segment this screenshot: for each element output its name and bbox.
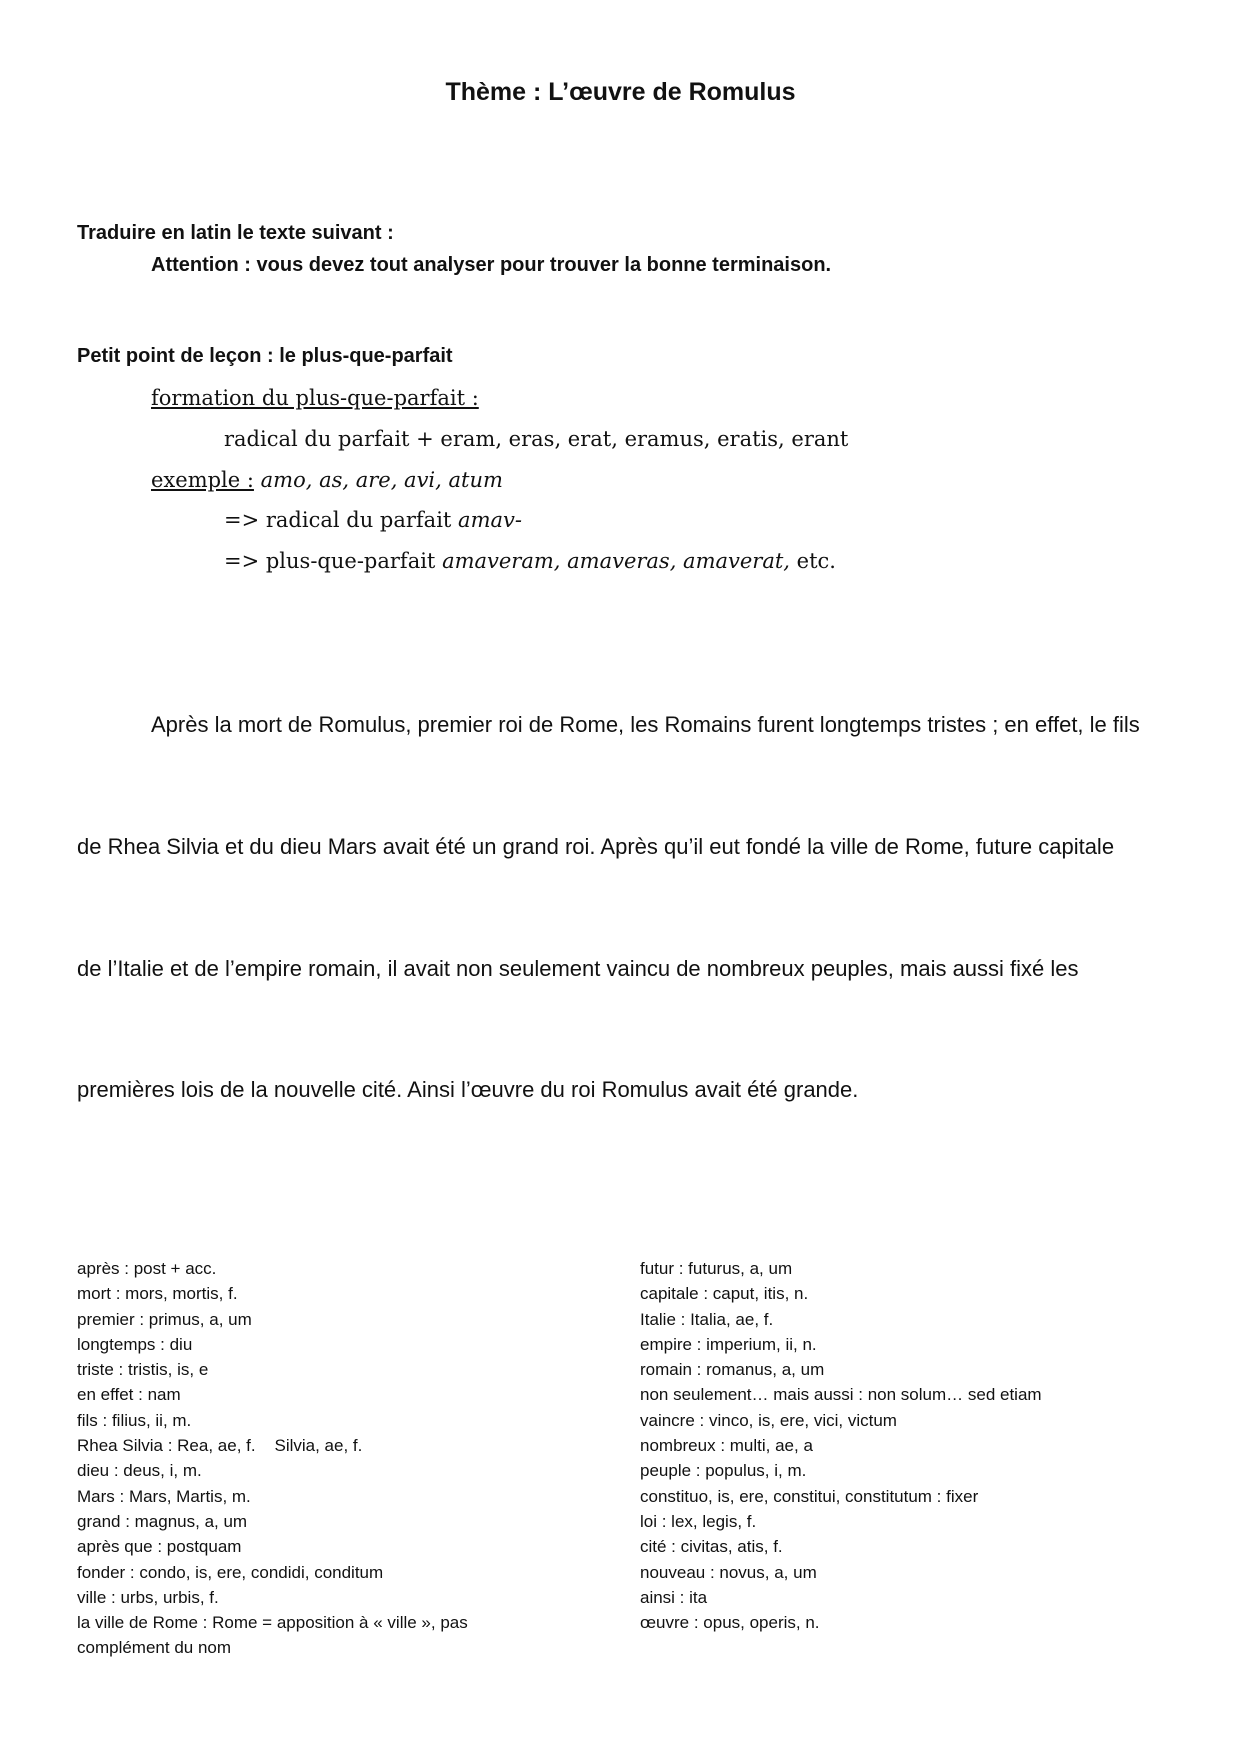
text-line-4: premières lois de la nouvelle cité. Ainsi l’œuvre du roi Romulus avait été grande.: [77, 1077, 859, 1102]
radical-line: [224, 508, 522, 532]
vocab-item: mort : mors, mortis, f.: [77, 1284, 238, 1304]
radical-value: amav-: [458, 508, 522, 532]
vocab-item: Rhea Silvia : Rea, ae, f. Silvia, ae, f.: [77, 1436, 363, 1456]
pqp-suffix: etc.: [796, 549, 836, 573]
example-line: [151, 468, 503, 492]
vocab-item: dieu : deus, i, m.: [77, 1461, 202, 1481]
attention-note: Attention : vous devez tout analyser pour trouver la bonne terminaison.: [151, 254, 832, 276]
vocab-item: capitale : caput, itis, n.: [640, 1284, 809, 1304]
vocab-item: fils : filius, ii, m.: [77, 1410, 192, 1430]
text-line-2: de Rhea Silvia et du dieu Mars avait été un grand roi. Après qu’il eut fondé la ville de Rome, future capitale: [77, 834, 1115, 859]
vocab-item: constituo, is, ere, constitui, constitutum : fixer: [640, 1486, 979, 1506]
vocab-item: œuvre : opus, operis, n.: [640, 1613, 820, 1633]
vocab-item: vaincre : vinco, is, ere, vici, victum: [640, 1410, 897, 1430]
instruction-text: Traduire en latin le texte suivant :: [77, 222, 394, 244]
vocab-item: ainsi : ita: [640, 1587, 708, 1607]
text-line-1: Après la mort de Romulus, premier roi de Rome, les Romains furent longtemps tristes ; en effet, le fils: [151, 712, 1140, 737]
vocab-item: non seulement… mais aussi : non solum… sed etiam: [640, 1385, 1042, 1405]
formation-rule: radical du parfait + eram, eras, erat, eramus, eratis, erant: [224, 427, 849, 451]
vocab-item: nouveau : novus, a, um: [640, 1562, 817, 1582]
pqp-forms: amaveram, amaveras, amaverat,: [442, 549, 790, 573]
vocab-item: la ville de Rome : Rome = apposition à « ville », pas complément du nom: [77, 1613, 468, 1658]
vocab-item: cité : civitas, atis, f.: [640, 1537, 783, 1557]
vocab-item: fonder : condo, is, ere, condidi, conditum: [77, 1562, 384, 1582]
vocab-item: loi : lex, legis, f.: [640, 1511, 757, 1531]
vocab-item: après : post + acc.: [77, 1259, 217, 1278]
vocab-item: premier : primus, a, um: [77, 1309, 252, 1329]
example-label: exemple :: [151, 468, 254, 492]
radical-prefix: => radical du parfait: [224, 508, 452, 532]
vocab-item: romain : romanus, a, um: [640, 1360, 825, 1380]
vocab-item: futur : futurus, a, um: [640, 1259, 793, 1278]
formation-label: [151, 386, 479, 410]
vocabulary-left-column: [77, 1256, 577, 1661]
vocab-item: peuple : populus, i, m.: [640, 1461, 807, 1481]
example-verb: amo, as, are, avi, atum: [260, 468, 503, 492]
vocab-item: après que : postquam: [77, 1537, 242, 1557]
vocab-item: nombreux : multi, ae, a: [640, 1436, 813, 1456]
pqp-line: [224, 549, 836, 573]
vocab-item: longtemps : diu: [77, 1334, 193, 1354]
vocab-item: Mars : Mars, Martis, m.: [77, 1486, 251, 1506]
pqp-prefix: => plus-que-parfait: [224, 549, 436, 573]
vocab-item: Italie : Italia, ae, f.: [640, 1309, 774, 1329]
vocabulary-right-column: [640, 1256, 1200, 1635]
vocab-item: grand : magnus, a, um: [77, 1511, 248, 1531]
vocab-item: en effet : nam: [77, 1385, 181, 1405]
lesson-heading: Petit point de leçon : le plus-que-parfait: [77, 345, 453, 367]
vocab-item: ville : urbs, urbis, f.: [77, 1587, 219, 1607]
vocab-item: triste : tristis, is, e: [77, 1360, 209, 1380]
text-line-3: de l’Italie et de l’empire romain, il avait non seulement vaincu de nombreux peuples, mais aussi fixé les: [77, 956, 1079, 981]
page-title: Thème : L’œuvre de Romulus: [445, 78, 796, 106]
formation-label-text: formation du plus-que-parfait :: [151, 386, 479, 410]
vocab-item: empire : imperium, ii, n.: [640, 1334, 817, 1354]
